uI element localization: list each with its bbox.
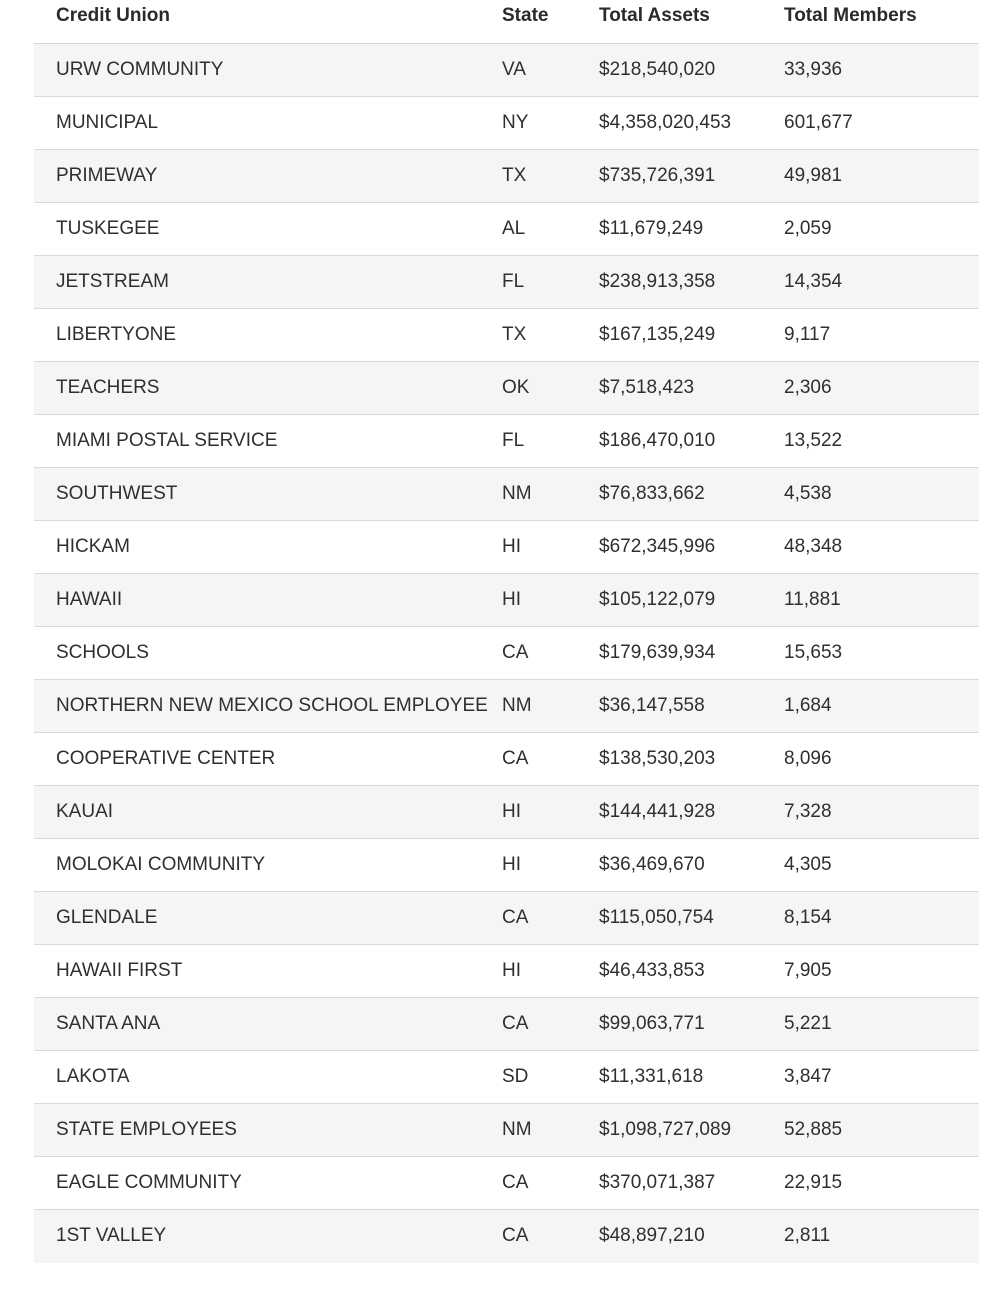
cell-total-members: 2,306 — [784, 361, 979, 414]
cell-total-members: 52,885 — [784, 1103, 979, 1156]
table-row — [34, 891, 979, 944]
cell-total-assets: $4,358,020,453 — [599, 96, 784, 149]
cell-total-assets: $186,470,010 — [599, 414, 784, 467]
cell-total-members: 4,538 — [784, 467, 979, 520]
cell-total-members: 9,117 — [784, 308, 979, 361]
column-header-credit-union: Credit Union — [34, 0, 502, 43]
cell-total-members: 15,653 — [784, 626, 979, 679]
cell-state: CA — [502, 732, 599, 785]
cell-total-assets: $11,331,618 — [599, 1050, 784, 1103]
cell-state: CA — [502, 1209, 599, 1263]
table-header — [34, 0, 979, 43]
cell-credit-union: 1ST VALLEY — [34, 1209, 502, 1263]
cell-total-assets: $36,147,558 — [599, 679, 784, 732]
header-row — [34, 0, 979, 43]
cell-state: SD — [502, 1050, 599, 1103]
cell-total-members: 8,154 — [784, 891, 979, 944]
cell-credit-union: SANTA ANA — [34, 997, 502, 1050]
column-header-state: State — [502, 0, 599, 43]
table-row — [34, 308, 979, 361]
cell-credit-union: COOPERATIVE CENTER — [34, 732, 502, 785]
table-row — [34, 626, 979, 679]
credit-union-table-container — [34, 0, 979, 1263]
cell-state: HI — [502, 573, 599, 626]
table-row — [34, 202, 979, 255]
table-row — [34, 520, 979, 573]
cell-credit-union: TEACHERS — [34, 361, 502, 414]
column-header-total-members: Total Members — [784, 0, 979, 43]
cell-total-members: 13,522 — [784, 414, 979, 467]
cell-total-assets: $11,679,249 — [599, 202, 784, 255]
table-row — [34, 1209, 979, 1263]
cell-total-members: 11,881 — [784, 573, 979, 626]
table-row — [34, 1050, 979, 1103]
cell-total-assets: $179,639,934 — [599, 626, 784, 679]
table-row — [34, 96, 979, 149]
table-row — [34, 785, 979, 838]
cell-total-members: 1,684 — [784, 679, 979, 732]
cell-total-members: 3,847 — [784, 1050, 979, 1103]
table-row — [34, 732, 979, 785]
cell-state: HI — [502, 520, 599, 573]
cell-total-assets: $1,098,727,089 — [599, 1103, 784, 1156]
cell-state: NM — [502, 679, 599, 732]
cell-credit-union: EAGLE COMMUNITY — [34, 1156, 502, 1209]
cell-credit-union: JETSTREAM — [34, 255, 502, 308]
cell-state: NY — [502, 96, 599, 149]
table-row — [34, 838, 979, 891]
cell-total-assets: $36,469,670 — [599, 838, 784, 891]
cell-state: CA — [502, 891, 599, 944]
table-body — [34, 43, 979, 1263]
table-row — [34, 361, 979, 414]
cell-state: OK — [502, 361, 599, 414]
cell-total-assets: $99,063,771 — [599, 997, 784, 1050]
cell-state: CA — [502, 626, 599, 679]
cell-total-members: 33,936 — [784, 43, 979, 96]
cell-state: CA — [502, 997, 599, 1050]
cell-state: FL — [502, 414, 599, 467]
cell-total-members: 48,348 — [784, 520, 979, 573]
column-header-total-assets: Total Assets — [599, 0, 784, 43]
cell-credit-union: HICKAM — [34, 520, 502, 573]
cell-credit-union: STATE EMPLOYEES — [34, 1103, 502, 1156]
cell-credit-union: MIAMI POSTAL SERVICE — [34, 414, 502, 467]
table-row — [34, 1156, 979, 1209]
cell-total-members: 7,905 — [784, 944, 979, 997]
cell-total-members: 5,221 — [784, 997, 979, 1050]
cell-total-members: 2,811 — [784, 1209, 979, 1263]
cell-total-assets: $735,726,391 — [599, 149, 784, 202]
table-row — [34, 997, 979, 1050]
cell-state: TX — [502, 149, 599, 202]
table-row — [34, 1103, 979, 1156]
cell-total-assets: $672,345,996 — [599, 520, 784, 573]
table-row — [34, 679, 979, 732]
cell-credit-union: PRIMEWAY — [34, 149, 502, 202]
cell-total-members: 22,915 — [784, 1156, 979, 1209]
table-row — [34, 414, 979, 467]
cell-state: AL — [502, 202, 599, 255]
table-row — [34, 467, 979, 520]
cell-total-assets: $46,433,853 — [599, 944, 784, 997]
cell-total-assets: $48,897,210 — [599, 1209, 784, 1263]
cell-total-assets: $105,122,079 — [599, 573, 784, 626]
table-row — [34, 573, 979, 626]
cell-total-assets: $167,135,249 — [599, 308, 784, 361]
cell-credit-union: NORTHERN NEW MEXICO SCHOOL EMPLOYEE — [34, 679, 502, 732]
cell-state: HI — [502, 838, 599, 891]
cell-total-assets: $76,833,662 — [599, 467, 784, 520]
table-row — [34, 255, 979, 308]
table-row — [34, 43, 979, 96]
cell-total-members: 7,328 — [784, 785, 979, 838]
cell-credit-union: URW COMMUNITY — [34, 43, 502, 96]
cell-credit-union: MOLOKAI COMMUNITY — [34, 838, 502, 891]
cell-credit-union: KAUAI — [34, 785, 502, 838]
table-row — [34, 944, 979, 997]
cell-credit-union: GLENDALE — [34, 891, 502, 944]
cell-credit-union: SCHOOLS — [34, 626, 502, 679]
cell-total-assets: $7,518,423 — [599, 361, 784, 414]
table-row — [34, 149, 979, 202]
cell-credit-union: MUNICIPAL — [34, 96, 502, 149]
cell-state: NM — [502, 1103, 599, 1156]
cell-total-members: 14,354 — [784, 255, 979, 308]
cell-total-assets: $238,913,358 — [599, 255, 784, 308]
cell-total-assets: $115,050,754 — [599, 891, 784, 944]
cell-credit-union: LAKOTA — [34, 1050, 502, 1103]
cell-total-members: 2,059 — [784, 202, 979, 255]
cell-total-assets: $138,530,203 — [599, 732, 784, 785]
credit-union-table — [34, 0, 979, 1263]
cell-total-members: 49,981 — [784, 149, 979, 202]
cell-total-members: 8,096 — [784, 732, 979, 785]
cell-total-members: 601,677 — [784, 96, 979, 149]
cell-credit-union: TUSKEGEE — [34, 202, 502, 255]
cell-total-assets: $218,540,020 — [599, 43, 784, 96]
cell-state: CA — [502, 1156, 599, 1209]
cell-state: VA — [502, 43, 599, 96]
cell-credit-union: HAWAII — [34, 573, 502, 626]
cell-total-assets: $144,441,928 — [599, 785, 784, 838]
cell-total-members: 4,305 — [784, 838, 979, 891]
cell-state: HI — [502, 785, 599, 838]
cell-total-assets: $370,071,387 — [599, 1156, 784, 1209]
cell-credit-union: LIBERTYONE — [34, 308, 502, 361]
cell-state: HI — [502, 944, 599, 997]
cell-state: NM — [502, 467, 599, 520]
cell-state: TX — [502, 308, 599, 361]
cell-state: FL — [502, 255, 599, 308]
cell-credit-union: HAWAII FIRST — [34, 944, 502, 997]
cell-credit-union: SOUTHWEST — [34, 467, 502, 520]
